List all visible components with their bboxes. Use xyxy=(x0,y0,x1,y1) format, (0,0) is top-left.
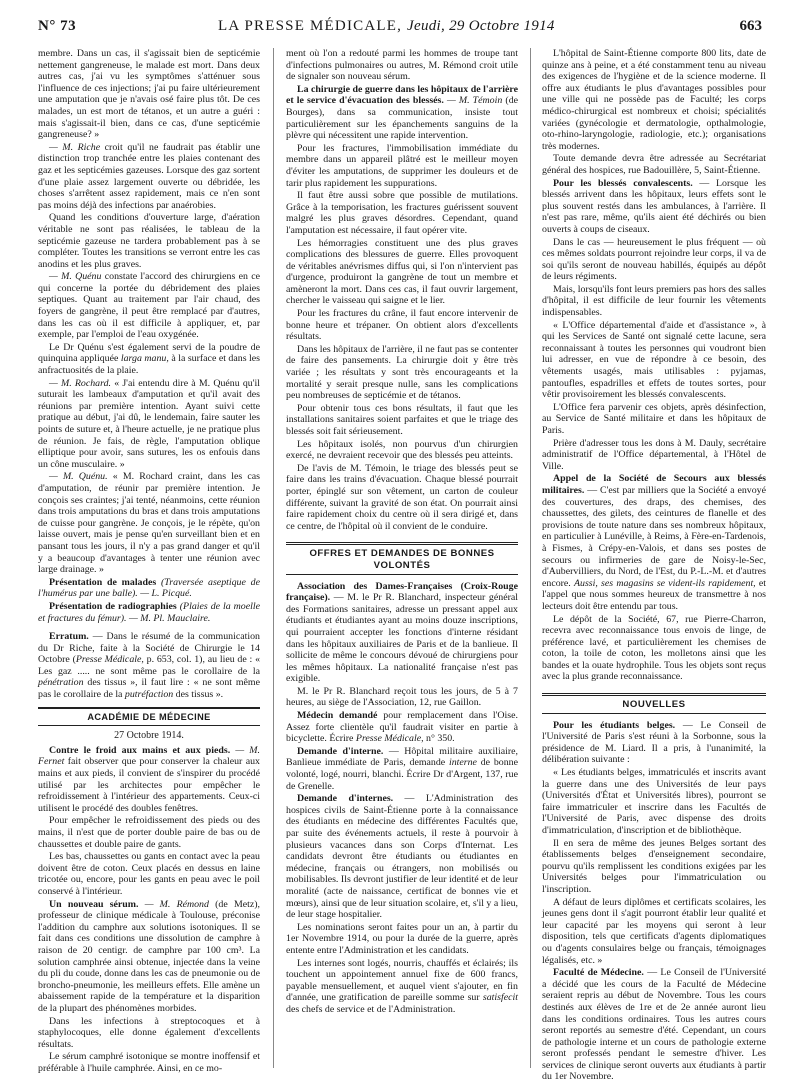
section-heading: ACADÉMIE DE MÉDECINE xyxy=(38,707,260,727)
text: — Dans le résumé de la communication du Dr Riche, faite à la Société de Chirurgie le 14 Octobre ( xyxy=(38,631,260,666)
lead: Demande d'internes. xyxy=(297,793,394,805)
paragraph xyxy=(38,631,260,701)
paragraph: De l'avis de M. Témoin, le triage des blessés peut se faire dans les trains d'évacuation. Chaque blessé pourrait porter, épinglé sur son vêtement, un carton de couleur différente, suivant la gravité de son état. On pourrait ainsi faire rapidement choix du centre où il sera dirigé et, dans ce centre, de l'hôpital où il convient de le conduire. xyxy=(286,462,518,532)
text: de bonne volonté, logé, nourri, blanchi. Écrire Dr d'Argent, 137, rue de Grenelle. xyxy=(286,757,518,792)
paragraph: Les bas, chaussettes ou gants en contact avec la peau doivent être de coton. Ceux placés en dessus en laine tricotée ou, encore, pour les gants en peau avec le poil conservé à l'intérieur. xyxy=(38,851,260,897)
text: (de Metz), professeur de clinique médicale à Toulouse, préconise l'addition du camphre aux solutions isotoniques. Il se fait dans ces conditions une dissolution de camphre à raison de 20 centigr. de camphre par 100 cm³. La solution camphrée ainsi obtenue, injectée dans la veine du pli du coude, donne dans les cas de pneumonie ou de broncho-pneumonie, les meilleurs effets. Elle amène un abaissement rapide de la température et la disparition de la plupart des phénomènes morbides. xyxy=(38,898,260,1014)
paragraph xyxy=(38,745,260,815)
paragraph: Quand les conditions d'ouverture large, d'aération véritable ne sont pas réalisées, le tableau de la septicémie gazeuse ne tardera probablement pas à se compléter. Toutes les transitions se verront entre les cas anodins et les plus graves. xyxy=(38,212,260,270)
page-number: 663 xyxy=(739,18,762,34)
text: pour remplacement dans l'Oise. Assez forte clientèle qu'il faudrait visiter en partie à bicyclette. Écrire xyxy=(286,710,518,745)
text: à la surface et dans les anfractuosités de la plaie. xyxy=(38,353,260,377)
paragraph: Les hémorragies constituent une des plus graves complications des blessures de guerre. Elles provoquent de véritables anévrismes diffus qui, si l'on n'intervient pas d'urgence, produiront la gangrène de tout un membre et amèneront la mort. Dans ces cas, il faut ouvrir largement, chercher le vaisseau qui saigne et le lier. xyxy=(286,237,518,307)
italic-text: putréfaction xyxy=(124,689,174,701)
paragraph xyxy=(542,967,766,1083)
paragraph: ment où l'on a redouté parmi les hommes de troupe tant d'infections pulmonaires ou autres, M. Rémond croit utile de signaler son nouveau sérum. xyxy=(286,48,518,83)
text: , p. 653, col. 1), au lieu de : « Les gaz ..... ne sont même pas le corollaire de la xyxy=(38,654,261,677)
italic-text: (Plaies de la moelle et fractures du fémur). xyxy=(38,600,260,624)
paragraph: Dans le cas — heureusement le plus fréquent — où ces mêmes soldats pourront rejoindre leur corps, il va de soi qu'ils seront de nouveau habillés, équipés au dépôt de leurs régiments. xyxy=(542,236,766,283)
paragraph: Mais, lorsqu'ils font leurs premiers pas hors des salles d'hôpital, il est difficile de leur fournir les vêtements indispensables. xyxy=(542,283,766,319)
text: — M. le Pr R. Blanchard, inspecteur général des Formations sanitaires, adresse un pressant appel aux étudiants et étudiantes ayant au moins douze inscriptions, qui pourraient accepter les fonctions d'interne résidant dans les hôpitaux auxiliaires de Paris et de la banlieue. Il sollicite de même le concours dévoué de chirurgiens pour les mêmes hôpitaux. La nationalité française n'est pas exigible. xyxy=(286,592,518,685)
paragraph: Les nominations seront faites pour un an, à partir du 1er Novembre 1914, ou pour la durée de la guerre, après entente entre l'Administration et les candidats. xyxy=(286,921,518,956)
paragraph xyxy=(286,746,518,792)
paragraph xyxy=(286,793,518,921)
paragraph xyxy=(542,178,766,236)
text: Les internes sont logés, nourris, chauffés et éclairés; ils touchent un appointement annuel fixe de 600 francs, payable mensuellement, et auquel vient s'ajouter, en fin d'année, une gratification de pareille somme sur xyxy=(286,957,518,1004)
text: des tissus », il faut lire : « ne sont même pas le corollaire de la xyxy=(38,677,260,701)
text: « M. Rochard craint, dans les cas d'amputation, de réunir par première intention. Je conçois ses craintes; j'ai tenté, néanmoins, cette réunion dans trois amputations du bras et dans trois amputations de cuisse pour gangrène. Je conçois, je le répète, qu'on laisse ouvert, mais je pense qu'en surveillant bien et en pansant tous les jours, il n'y a pas grand danger et qu'il y a beaucoup d'avantages à tenter une réunion avec large drainage. » xyxy=(38,471,260,576)
column-2 xyxy=(286,48,518,1068)
text: fait observer que pour conserver la chaleur aux mains et aux pieds, il convient de s'inspirer du procédé utilisé par les architectes pour empêcher le refroidissement à l'intérieur des appartements. Ceux-ci utilisent le procédé des doubles fenêtres. xyxy=(38,756,260,814)
speaker: — M. Rochard. xyxy=(49,377,111,389)
paragraph xyxy=(542,473,766,612)
lead: Contre le froid aux mains et aux pieds. xyxy=(49,744,231,756)
paragraph xyxy=(38,577,260,600)
paragraph xyxy=(38,271,260,341)
italic-text: Presse Médicale xyxy=(75,654,142,666)
lead: La chirurgie de guerre dans les hôpitaux de l'arrière et le service d'évacuation des blessés. xyxy=(286,83,518,107)
column-rule xyxy=(273,48,274,1068)
lead: Pour les étudiants belges. xyxy=(553,719,676,731)
paragraph: A défaut de leurs diplômes et certificats scolaires, les jeunes gens dont il s'agit pourront établir leur qualité et leur capacité par les moyens qui seront à leur disposition, tels que certificats d'agents diplomatiques ou d'agents consulaires belge ou français, témoignages légalisés, etc. » xyxy=(542,896,766,966)
paragraph: Dans les infections à streptocoques et à staphylocoques, elle donne également d'excellents résultats. xyxy=(38,1015,260,1050)
text: des tissus ». xyxy=(173,689,224,701)
text: — Lorsque les blessés arrivent dans les hôpitaux, leurs effets sont le plus souvent restés dans les ambulances, à l'arrière. Il n'est pas rare, même, qu'ils aient été déchirés ou bien ouverts à coups de ciseaux. xyxy=(542,177,766,235)
text: (de Bourges), dans sa communication, insiste tout particulièrement sur les épanchements sanguins de la plèvre qui nécessitent une rapide intervention. xyxy=(286,95,519,142)
italic-text: larga manu, xyxy=(120,353,169,365)
speaker: — M. Témoin xyxy=(443,95,503,107)
paragraph: membre. Dans un cas, il s'agissait bien de septicémie nettement gangreneuse, le malade est mort. Dans deux autres cas, j'ai vu les symptômes s'atténuer sous l'influence de ces injections; j'ai pu faire ultérieurement une amputation que je n'avais osé faire plus tôt. De ces malades, un est mort de tétanos, et un autre a guéri : mais s'agissait-il bien, dans ce cas, d'une septicémie gangreneuse? » xyxy=(38,48,260,141)
text: et l'appel que nous sommes heureux de transmettre à nos lecteurs doit être entendu par tous. xyxy=(542,577,766,612)
italic-text: satisfecit xyxy=(482,992,518,1004)
lead: Appel de la Société de Secours aux blessés militaires. xyxy=(542,473,766,496)
paragraph xyxy=(286,581,518,685)
paragraph xyxy=(38,601,260,624)
section-heading: OFFRES ET DEMANDES DE BONNES VOLONTÉS xyxy=(286,542,518,574)
lead: Présentation de malades xyxy=(49,576,157,588)
text: — Le Conseil de l'Université a décidé que les cours de la Faculté de Médecine seraient repris au début de Novembre. Tous les cours destinés aux élèves de 1re et de 2e année auront lieu dans les conditions ordinaires. Tous les autres cours seront reportés au semestre d'été. Cependant, un cours de pathologie interne et un cours de pathologie externe seront professés pendant le semestre d'hiver. Les services de clinique seront ouverts aux étudiants à partir du 1er Novembre. xyxy=(542,967,766,1083)
section-heading: NOUVELLES xyxy=(542,693,766,714)
text: , n° 350. xyxy=(421,733,455,745)
page-header xyxy=(38,18,762,44)
text: des chefs de service et de l'Administration. xyxy=(286,1003,456,1015)
paragraph: Les hôpitaux isolés, non pourvus d'un chirurgien exercé, ne devraient recevoir que des blessés peu atteints. xyxy=(286,438,518,462)
journal-title xyxy=(218,18,555,35)
journal-name: LA PRESSE MÉDICALE, xyxy=(218,18,403,34)
text: croit qu'il ne faudrait pas établir une distinction trop tranchée entre les plaies contenant des gaz et les septicémies gazeuses. Lorsque des gaz sortent d'une plaie assez largement ouverte ou débridée, les choses s'arrêtent assez rapidement, mais ce n'en sont pas moins déjà des infections par anaérobies. xyxy=(38,141,260,211)
text: — L'Administration des hospices civils de Saint-Étienne porte à la connaissance des étudiants en médecine des différentes Facultés que, par suite des événements actuels, il reste à pourvoir à plusieurs vacances dans son Corps d'Internat. Les candidats devront être étudiants ou étudiantes en médecine, français ou étrangers, non mobilisés ou mobilisables. Ils devront justifier de leur identité et de leur moralité (acte de naissance, certificat de bonnes vie et mœurs), ainsi que de leur situation scolaire, et, s'il y a lieu, de leur stage hospitalier. xyxy=(286,793,518,921)
text: — C'est par milliers que la Société a envoyé des couvertures, des draps, des chemises, des chaussettes, des gilets, des ceintures de flanelle et des provisions de toute nature dans ses nombreux hôpitaux, en particulier à Lunéville, à Reims, à Fère-en-Tardenois, à Fismes, à Crépy-en-Valois, et dans ses postes de secours ou infirmeries de gare de Noisy-le-Sec, d'Aubervilliers, du Nord, de l'Est, du P.-L.-M. et d'autres encore. xyxy=(542,484,766,589)
text: Le Dr Quénu s'est également servi de la poudre de quinquina appliquée xyxy=(38,341,260,365)
lead: Médecin demandé xyxy=(297,710,378,722)
paragraph: Pour obtenir tous ces bons résultats, il faut que les installations sanitaires soient parfaites et que le triage des blessés soit fait sérieusement. xyxy=(286,402,518,437)
author: — L. Picqué. xyxy=(137,588,192,600)
column-rule xyxy=(530,48,531,1068)
italic-text: (Traversée aseptique de l'humérus par une balle). xyxy=(38,576,260,600)
paragraph xyxy=(38,142,260,212)
column-1 xyxy=(38,48,261,1074)
paragraph: L'hôpital de Saint-Étienne comporte 800 lits, date de quinze ans à peine, et a été constamment tenu au niveau des exigences de l'hygiène et de la science moderne. Il offre aux étudiants le plus d'avantages possibles pour une ville qui ne possède pas de Faculté; les corps médico-chirurgical est nombreux et choisi; spécialités variées (gynécologie et dermatologie, opthalmologie, oto-rhino-laryngologie, radiologie, etc.); organisations très modernes. xyxy=(542,48,766,152)
italic-text: Aussi, ses magasins se vident-ils rapidement, xyxy=(573,577,756,589)
paragraph: Le sérum camphré isotonique se montre inoffensif et préférable à l'huile camphrée. Ainsi, en ce mo- xyxy=(38,1051,260,1074)
lead: Pour les blessés convalescents. xyxy=(553,177,693,189)
lead: Faculté de Médecine. xyxy=(553,967,644,979)
speaker: — M. Riche xyxy=(49,141,101,153)
italic-text: pénétration xyxy=(38,677,84,689)
paragraph xyxy=(38,471,260,575)
paragraph xyxy=(38,342,260,377)
lead: Erratum. xyxy=(49,631,89,643)
paragraph: Pour empêcher le refroidissement des pieds ou des mains, il n'est que de porter double paire de bas ou de chaussettes et double paire de gants. xyxy=(38,815,260,850)
paragraph: Pour les fractures, l'immobilisation immédiate du membre dans un appareil plâtré est le meilleur moyen d'éviter les amputations, de supprimer les douleurs et de tarir plus rapidement les suppurations. xyxy=(286,142,518,189)
lead: Association des Dames-Françaises (Croix-Rouge française). xyxy=(286,580,518,604)
paragraph: M. le Pr R. Blanchard reçoit tous les jours, de 5 à 7 heures, au siège de l'Association, 12, rue Gaillon. xyxy=(286,685,518,709)
paragraph: L'Office fera parvenir ces objets, après désinfection, au Service de Santé militaire et dans les hôpitaux de Paris. xyxy=(542,401,766,436)
paragraph xyxy=(286,958,518,1016)
text: « J'ai entendu dire à M. Quénu qu'il suturait les lambeaux d'amputation et qu'il avait des réunions par première intention. Ayant suivi cette pratique au début, j'ai dû, le lendemain, faire sauter les points de suture et, à l'heure actuelle, je ne pratique plus de réunion. Je fais, de règle, l'amputation oblique elliptique pour avoir, sans sutures, les os enfouis dans un cône musculaire. » xyxy=(38,377,260,470)
paragraph: Pour les fractures du crâne, il faut encore intervenir de bonne heure et trépaner. On obtient alors d'excellents résultats. xyxy=(286,308,518,343)
author: — M. Pl. Mauclaire. xyxy=(126,612,211,624)
lead: Demande d'interne. xyxy=(297,745,384,757)
paragraph: Il faut être aussi sobre que possible de mutilations. Grâce à la temporisation, les fractures guérissent souvent malgré les plus graves désordres. Cependant, quand l'amputation est nécessaire, il faut opérer vite. xyxy=(286,190,518,236)
paragraph: « L'Office départemental d'aide et d'assistance », à qui les Services de Santé ont signalé cette lacune, sera reconnaissant à toutes les personnes qui voudront bien lui adresser, en vue de répondre à ce besoin, des vêtements usagés, mais utilisables : pyjamas, pantoufles, espadrilles et effets de toutes sortes, pour vêtir provisoirement les blessés convalescents. xyxy=(542,319,766,401)
issue-date: Jeudi, 29 Octobre 1914 xyxy=(407,18,555,34)
section-date: 27 Octobre 1914. xyxy=(114,730,184,742)
column-3 xyxy=(542,48,766,1083)
paragraph xyxy=(542,720,766,766)
issue-number: N° 73 xyxy=(38,18,77,34)
text: — Hôpital militaire auxiliaire, Banlieue immédiate de Paris, demande xyxy=(286,745,518,769)
speaker: — M. Quénu xyxy=(49,271,102,283)
italic-text: interne xyxy=(448,757,477,769)
lead: Présentation de radiographies xyxy=(49,600,177,612)
text: — Le Conseil de l'Université de Paris s'est réuni à la Sorbonne, sous la présidence de M. Liard. Il a pris, à l'unanimité, la délibération suivante : xyxy=(542,719,766,766)
speaker: — M. Rémond xyxy=(138,898,209,910)
paragraph: Dans les hôpitaux de l'arrière, il ne faut pas se contenter de faire des pansements. La chirurgie doit y être très variée ; les résultats y sont très encourageants et la mortalité y serait presque nulle, sans les complications peu nombreuses de septicémie et de tétanos. xyxy=(286,343,518,402)
paragraph xyxy=(38,378,260,471)
paragraph xyxy=(38,899,260,1015)
paragraph: Il en sera de même des jeunes Belges sortant des établissements belges d'enseignement secondaire, pourvu qu'ils remplissent les conditions exigées par les Universités belges pour l'immatriculation ou l'inscription. xyxy=(542,837,766,895)
lead: Un nouveau sérum. xyxy=(49,898,139,910)
speaker: — M. Quénu. xyxy=(49,471,108,483)
italic-text: Presse Médicale xyxy=(355,733,422,745)
paragraph: Prière d'adresser tous les dons à M. Dauly, secrétaire administratif de l'Office départemental, à l'Hôtel de Ville. xyxy=(542,437,766,472)
paragraph: Toute demande devra être adressée au Secrétariat général des hospices, rue Badouillère, 5, Saint-Étienne. xyxy=(542,153,766,176)
paragraph: « Les étudiants belges, immatriculés et inscrits avant la guerre dans une des Universités de leur pays (Universités d'État et Universités libres), pourront se faire immatriculer et inscrire dans les Facultés de l'Université de Paris, avec dispense des droits d'immatriculation, d'inscription et de bibliothèque. xyxy=(542,767,766,836)
text: constate l'accord des chirurgiens en ce qui concerne la portée du débridement des plaies septiques. Quant au traitement par l'air chaud, des foyers de gangrène, il peut être remplacé par d'autres, dans les cas où il est difficile à appliquer, et, par exemple, par l'emploi de l'eau oxygénée. xyxy=(38,271,260,341)
paragraph: Le dépôt de la Société, 67, rue Pierre-Charron, recevra avec reconnaissance tous envois de linge, de préférence lavé, et particulièrement les chemises de coton, la toile de coton, les molletons ainsi que les bandes et la ouate hydrophile. Tous les objets sont reçus avec la plus grande reconnaissance. xyxy=(542,613,766,683)
speaker: — M. Fernet xyxy=(38,744,260,768)
paragraph xyxy=(286,710,518,745)
paragraph xyxy=(286,84,518,142)
